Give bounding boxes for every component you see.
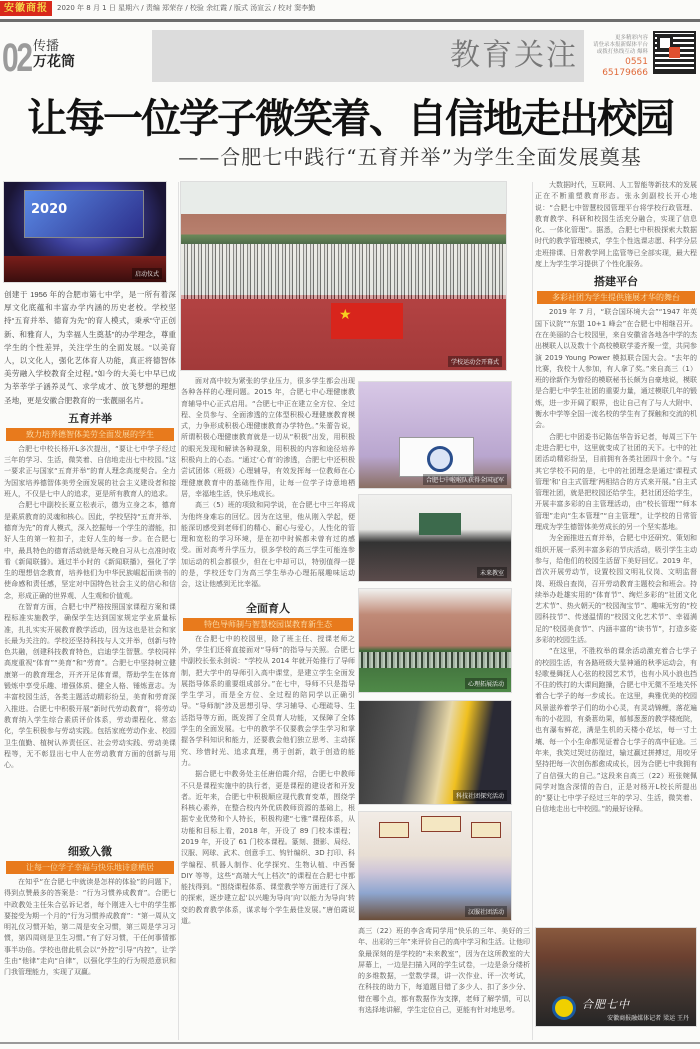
photo-caption: 未来教室 bbox=[477, 567, 507, 578]
body-paragraph: 合肥七中校长杨开L多次提出，“要让七中学子经过三年的学习、生活，微笑着、自信地走出七中校园。”这一要求正与国家“五育并举”的育人理念高度契合。全力为国家培养德智体美劳全面发展的社会主义建设者和接班人，不仅是七中人的追求，更是所有教育人的追求。 bbox=[4, 444, 176, 499]
body-paragraph: 合肥七中团委书记陈伍华告诉记者，每周三下午走进合肥七中，这里就变成了社团的天下。七中的社团活动精彩纷呈，目前拥有各类社团四十余个。“与其它学校不同的是，七中的社团理念是通过‘课程式管理’和‘自主式管理’两相结合的方式来开展。”自主式管理社团，就是把校园还给学生，把社团还给学生，开展丰富多彩的自主管理活动，由“校长管理”“师本管理”走向“生本管理”“自主管理”，让学校的日常管理成为学生德智体美劳成长的另一个坚实基地。 bbox=[535, 432, 697, 532]
photo-caption: 科技社团探究活动 bbox=[453, 790, 507, 801]
photo-spacer bbox=[181, 180, 355, 376]
section-banner-bar: 多彩社团为学生提供施展才华的舞台 bbox=[537, 291, 695, 304]
photo-spacer bbox=[4, 180, 176, 288]
photo-caption: 心理拓展活动 bbox=[465, 678, 507, 689]
body-paragraph: 在知乎“在合肥七中就读是怎样的体验”的问题下，得到点赞最多的答案是：“行为习惯养成教育”。合肥七中政教处主任朱合弘诉记者，每个刚进入七中的学生都要接受为期一个月的“行为习惯养成教育”：“第一周从文明礼仪习惯开始，第二周是安全习惯，第三周是学习习惯，第四周则是卫生习惯。”有了好习惯，干任何事情都事半功倍。学校也借此机会以“外控”引导“内控”，让学生由“他律”走向“自律”，以强化学生的行为规范意识和门我管理能力，实现了双赢。 bbox=[4, 877, 176, 977]
section-banner bbox=[0, 26, 700, 84]
section-title-box bbox=[152, 30, 584, 82]
body-paragraph: 2019 年 7 月，“联合国环境大会”“1947 年英国下议院”“东盟 10+1 峰会”在合肥七中相继召开。在在美丽的合七校园里，来自安徽省各地各中学的杰出模联人以及数十个高校模联学委齐聚一堂，共同参演 2019 Young Power 模拟联合国大会。“去年的比赛，我校十人参加，有人拿了奖。”来自高三（1）班的徐新作为曾经的模联秘书长颇为自豪地说，模联是合肥七中学生社团的重要力量，通过模联几年的锻炼，进一步开阔了眼界，也让自己有了与人大附中、衡水中学等全国一流名校的学生有了探触和交流的机会。 bbox=[535, 308, 697, 430]
photo-caption: 启动仪式 bbox=[132, 268, 162, 279]
section-label-bottom: 万花筒 bbox=[33, 54, 75, 70]
body-paragraph: 在智育方面，合肥七中严格按照国家课程方案和课程标准实施教学，确保学生达到国家规定学业质量标准，扎扎实实开展教育教学活动，因为这也是社会和家长最为关注的。学校还坚持科技与人文并举，创新与特色共融，创建科技教育特色，启迪学生智慧。学校同样高度重视“体育”“美育”和“劳育”。合肥七中坚持树立健康第一的教育理念，开齐开足体育课，帮助学生在体育锻炼中享受乐趣、增强体质、健全人格、锤炼意志。为丰富校园生活，各类主题活动精彩纷呈，美育和劳育深入推进。合肥七中积极开展“新时代劳动教育”，将劳动教育纳入学生综合素质评价体系，劳动课程化、常态化，学生积极参与劳动实践。包括家庭劳动作业、校园卫生值勤、植树认养责任区、社会劳动实践、劳动美课程等，无不彰显出七中人在劳动教育方面的创新与用心。 bbox=[4, 602, 176, 770]
section-label-top: 传播 bbox=[33, 39, 60, 54]
body-paragraph: 据合肥七中教务处主任唐伯霞介绍，合肥七中教师不只是课程实施中的执行者，更是课程的建设者和开发者。近年来，合肥七中积极顺应现代教育变革，围绕学科核心素养，在整合校内外优质教师资源的基础上，根据专业优势和个人特长，积极构建“七雅”课程体系，从功能和目标上看，2018 年，开设了 89 门校本课程；2019 年，开设了 61 门校本课程。篆刻、摄影、局经、汉服、网球、武术、创意手工、钩针编织、3D 打印、科学编程、机器人制作、化学探究、生物认植、中西餐 DIY 等等，这些“高端大气上档次”的课程在合肥七中都能找得到。“围绕课程体系、课堂教学等方面进行了深入的探索，逐步建立起‘以兴趣为导向’向‘以能力为导向’转变的教育教学体系，谋求每个学生最佳发展。”唐伯霞说道。 bbox=[181, 770, 355, 926]
stage-year-text: 2020 bbox=[31, 202, 68, 217]
section-heading: 搭建平台 bbox=[594, 275, 638, 289]
section-banner-bar: 特色导师制与智慧校园谋教育新生态 bbox=[183, 618, 353, 631]
column-divider bbox=[178, 182, 179, 1040]
body-paragraph: 为全面推进五育并举，合肥七中还研究、策划和组织开展一系列丰富多彩的节庆活动，吸引学生主动参与，给他们的校园生活留下美好回忆。2019 年，首次开展劳动节，设置校园文明礼仪岗、文明监督岗、班级自查岗，召开劳动教育主题校会和班会。持续举办赴雄实用的“体育节”、绚烂多彩的“社团文化艺术节”、热火朝天的“校园淘宝节”、趣味无穷的“校园科技节”、传递温情的“校园文化艺术节”、幸福满足的“校园美食节”、内涵丰富的“读书节”，打造多姿多彩的校园生活。 bbox=[535, 534, 697, 644]
body-paragraph: 在合肥七中的校园里，除了班主任、授课老师之外，学生们还将直接面对“导师”的指导与关照。合肥七中副校长张永剑说：“学校从 2014 年就开始推行了导师制，把大学中的导师引入高中课堂，是建立学生全面发展指导体系的重要组成部分。”在七中，导师不只是指导学生学习，而是全方位、全过程的陪同学以正确引导。“导师制”涉及思想引导、学习辅导、心理疏导、生活指导等方面，既发挥了全员育人功能，又保障了全体学生的全面发展。七中的教学不仅要教会学生学习和掌握各学科知识和能力，还要教会他们独立思考、主动探究、珍惜时光、追求真理，勇于创新，敢于创造的能力。 bbox=[181, 634, 355, 767]
section-title: 教育关注 bbox=[450, 38, 578, 73]
body-paragraph: 高三（5）班的项致和同学说，在合肥七中三年将成为他终身难忘的回忆。因为在这里，他从刚入学起，便能深切感受到老师们的精心、耐心与爱心，人性化的管理和宽松的学习环境，是在初中时候都未曾有过的感受。面对高考升学压力，很多学校的高三学生可能连参加运动的机会都很少，但在七中却可以，特别值得一提的是，学校还专门为高三学生举办心理拓展趣味运动会，这让他感到无比幸福。 bbox=[181, 501, 355, 589]
article-column-3 bbox=[358, 180, 530, 1038]
dateline: 2020 年 8 月 1 日 星期六 / 责编 郑荣存 / 校验 余红霞 / 版式 汤宣云 / 校对 窦李勤 bbox=[57, 4, 316, 12]
qr-code-icon[interactable] bbox=[653, 31, 696, 74]
newspaper-masthead: 安徽商报 bbox=[0, 1, 52, 16]
article-column-2 bbox=[181, 180, 355, 1007]
photo-brand-watermark: 合肥七中 bbox=[582, 998, 630, 1011]
body-paragraph: 面对高中较为紧张的学业压力，很多学生都会出现各种各样的心理问题。2015 年，合肥七中心理健康教育辅导中心正式启用。“合肥七中正在建立全方位、全过程、全员参与、全面渗透的立体型积极心理健康教育模式，力争形成积极心理健康教育办学特色。”朱蕾告说，所谓积极心理健康教育就是一切从“积极”出发，用积极的眼光发现和解读各种现象，用积极的内容和途径培养积极向上的心态。“通过‘心育’的渗透，合肥七中还积极尝试团体（班级）心理辅导，有效发挥每一位教师在心理健康教育中的基础性作用，让每一位学子诗意地栖居，幸福地生活，快乐地成长。 bbox=[181, 377, 355, 498]
body-paragraph: “在这里，不胜枚举的课余活动激充着合七学子的校园生活，有各路班级大显神通的秋季运动会，有轻歌曼舞抚人心弦的校园艺术节，也有小风小浪也挡不住的铁打的大课间跑操，合肥七中无微不至地关怀着合七学子的每一步成长。在这里，典雅优美的校园风景滋养着学子们的幼小心灵，有灵动锦鲤，落花遍布的小花园，有桑葚幼果，郁郁葱葱的教学楼庭院，也有瀑布鲜花，满是生机的天楼小花坛，每一寸土壤、每一个小生命都见证着合七学子的高中征途。三年来，我笑过哭过彷徨过，输过赢过拼搏过，用咬牙坚持把每一次创伤都愈成成长，因为合肥七中我拥有了自信强大的自己。”这段来自高三（22）班张婉佩同学对饱含深情的告白，正是对杨开L校长所提出的“要让七中学子经过三年的学习、生活，微笑着、自信地走出七中校园。”的最好诠释。 bbox=[535, 647, 697, 814]
promo-line: 或拨打热线互动 爆料 bbox=[596, 49, 648, 55]
article-column-4 bbox=[535, 180, 697, 836]
photo-caption: 学校运动会开幕式 bbox=[448, 356, 502, 367]
body-paragraph: 大数据时代，互联网、人工智能等新技术的发展正在不断重塑教育形态。张永剑副校长开心地说：“合肥七中智慧校园管理平台将学校行政管理、教育教学、科研和校园生活充分融合，实现了信息化、一体化管理”。据悉，合肥七中积极探索大数据时代的教学管理模式，学生个性选课志愿、科学分层走班排课、日常教学网上监管等已全部实现，最大程度上为学生学习提供了个性化服务。 bbox=[535, 181, 697, 269]
article-column-1 bbox=[4, 180, 176, 1001]
page-header bbox=[0, 0, 700, 16]
promo-line: 更多精彩内容 bbox=[614, 35, 648, 41]
intro-paragraph: 创建于 1956 年的合肥市第七中学，是一所有着深厚文化底蕴和丰富办学内涵的历史老校。学校坚持“五育并举、德育为先”的育人模式，秉承“守正创新、和雅育人，为幸福人生奠基”的办学理念，尊重学生的个性差异，关注学生的全面发展。“以美育人，以文化人，强化艺体育人功能，真正将德智体美劳融入学校教育全过程。”如今的大美七中早已成为莘莘学子涵养灵气、求学成才、放飞梦想的理想圣地，更是安徽合肥教育的一张靓丽名片。 bbox=[4, 290, 176, 405]
section-heading: 全面育人 bbox=[246, 601, 290, 615]
byline: 安徽商报融媒体记者 梁运 王丹 bbox=[607, 1015, 689, 1022]
section-heading: 五育并举 bbox=[68, 411, 112, 425]
photo-caption: 汉服社团活动 bbox=[465, 906, 507, 917]
promo-text bbox=[588, 35, 648, 79]
photo-spacer bbox=[358, 180, 530, 926]
section-banner-bar: 让每一位学子幸福与快乐地诗意栖居 bbox=[6, 861, 174, 874]
promo-line: 请登录本报新媒体平台 bbox=[592, 42, 648, 48]
headline: 让每一位学子微笑着、自信地走出校园 bbox=[27, 96, 673, 142]
body-paragraph: 合肥七中副校长夏立松表示，德为立身之本，德育是素质教育的灵魂和核心。因此，学校坚持“五育并举、德育为先”的育人模式，深入挖掘每一个学生的潜能，扣好人生的第一粒扣子，走好人生的每一步。在合肥七中，最具特色的德育活动就是每天晚自习从七点准时收看《新闻联播》。通过半小时的《新闻联播》，强化了学生的理想信念教育，培养他们为中华民族崛起而读书的使命感和责任感，坚定对中国特色社会主义的信心和信念，形成正确的世界观、人生观和价值观。 bbox=[4, 501, 176, 600]
body-paragraph: 高三（22）班的李含鸢同学用“快乐的三年、美好的三年、出彩的三年”来评价自己的高中学习和生活。让他印象最深刻的是学校的“未来教室”，因为在这所教室的大屏幕上，一边是扫描入网的学生试卷，一边是条分缕析的多维数据，一堂数学课，讲一次作业、评一次考试，在科技的助力下，每道题目错了多少人、扣了多少分、错在哪个点，都有数据作为支撑，老师了解学情，可以有选择地讲解，学生定位自己，更能有针对地思考。 bbox=[358, 927, 530, 1015]
header-rule bbox=[0, 19, 700, 22]
section-heading: 细致入微 bbox=[68, 844, 112, 858]
promo-phone: 0551 65179666 bbox=[602, 57, 648, 78]
section-banner-bar: 致力培养德智体美劳全面发展的学生 bbox=[6, 428, 174, 441]
photo-caption: 合肥七中啦啦队获得全国冠军 bbox=[423, 474, 507, 485]
subheadline: ——合肥七中践行“五育并举”为学生全面发展奠基 bbox=[178, 145, 642, 169]
column-divider bbox=[532, 182, 533, 1040]
newspaper-logo-icon bbox=[552, 996, 576, 1020]
footer-rule bbox=[0, 1042, 700, 1044]
page-number: 02 bbox=[2, 36, 31, 80]
model-un-photo bbox=[535, 927, 697, 1027]
